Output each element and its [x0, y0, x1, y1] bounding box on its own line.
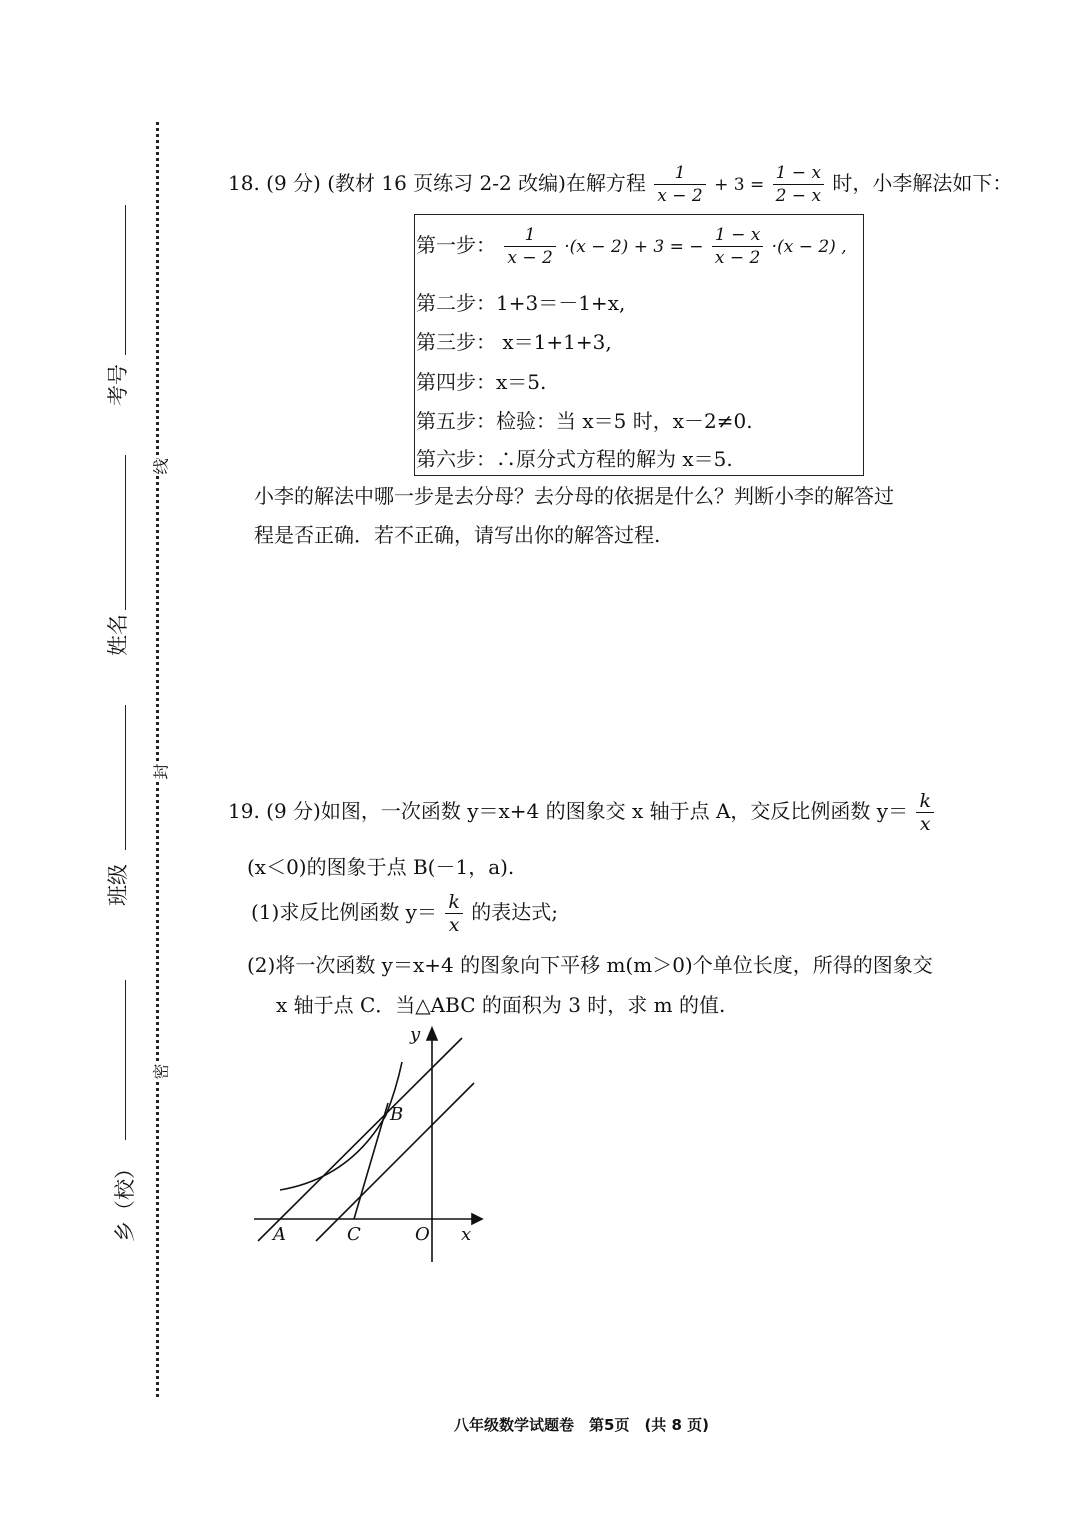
- q19-frac-k-x: $\frac{k}{x}$: [916, 790, 934, 835]
- step-1: 第一步： $\frac{1}{x - 2}$ ·(x − 2) + 3 = − $\frac{1 - x}{x - 2}$ ·(x − 2) ,: [416, 225, 847, 268]
- step1-frac2: $\frac{1 - x}{x - 2}$: [712, 224, 763, 269]
- step-3: 第三步： x＝1+1+3,: [416, 330, 612, 354]
- q19-line2: (x＜0)的图象于点 B(－1，a).: [247, 855, 515, 879]
- q18-prefix: 18. (9 分) (教材 16 页练习 2-2 改编)在解方程: [228, 171, 646, 195]
- label-y: y: [410, 1024, 421, 1045]
- seal-char-mi: 密: [149, 1063, 172, 1079]
- q18-eq-plus3: + 3 =: [714, 175, 765, 195]
- field-line-name: [125, 455, 126, 610]
- step-6: 第六步：∴原分式方程的解为 x＝5.: [416, 447, 733, 471]
- x-axis-arrow: [472, 1214, 482, 1224]
- seal-char-feng: 封: [149, 763, 172, 779]
- function-graph: [240, 1020, 490, 1270]
- label-A: A: [273, 1224, 286, 1245]
- field-line-school: [125, 980, 126, 1140]
- label-C: C: [347, 1224, 361, 1245]
- inverse-curve: [280, 1062, 402, 1190]
- q18-eq-frac1: $\frac{1}{x - 2}$: [654, 162, 705, 207]
- q18-question-line2: 程是否正确．若不正确，请写出你的解答过程.: [254, 523, 661, 547]
- page-footer: 八年级数学试题卷 第5页 (共 8 页): [454, 1416, 710, 1434]
- field-label-class: 班级: [106, 864, 130, 906]
- q19-part1: (1)求反比例函数 y＝ $\frac{k}{x}$ 的表达式;: [251, 891, 558, 936]
- q18-suffix: 时，小李解法如下：: [832, 171, 1013, 195]
- label-B: B: [390, 1104, 404, 1125]
- q18-stem: [228, 162, 1012, 207]
- seal-line: [156, 122, 159, 1397]
- q19-part2-line2: x 轴于点 C．当△ABC 的面积为 3 时，求 m 的值.: [276, 993, 726, 1017]
- label-x: x: [461, 1224, 472, 1245]
- q19-part1-frac: $\frac{k}{x}$: [445, 891, 463, 936]
- y-axis-arrow: [427, 1028, 437, 1040]
- step1-frac1: $\frac{1}{x - 2}$: [504, 224, 555, 269]
- field-label-name: 姓名: [106, 614, 130, 656]
- step-5: 第五步：检验：当 x＝5 时，x－2≠0.: [416, 409, 753, 433]
- step-4: 第四步：x＝5.: [416, 370, 547, 394]
- label-O: O: [415, 1224, 430, 1245]
- field-label-school: 乡（校）: [113, 1158, 137, 1242]
- q19-line1: 19. (9 分)如图，一次函数 y＝x+4 的图象交 x 轴于点 A，交反比例函数 y＝ $\frac{k}{x}$: [228, 790, 936, 835]
- q18-eq-frac2: $\frac{1 - x}{2 - x}$: [773, 162, 824, 207]
- field-line-class: [125, 705, 126, 850]
- q18-question-line1: 小李的解法中哪一步是去分母？去分母的依据是什么？判断小李的解答过: [254, 484, 894, 508]
- q19-part2-line1: (2)将一次函数 y＝x+4 的图象向下平移 m(m＞0)个单位长度，所得的图象交: [247, 953, 933, 977]
- seal-char-xian: 线: [149, 458, 172, 474]
- field-label-kaohao: 考号: [106, 364, 130, 406]
- field-line-kaohao: [125, 205, 126, 355]
- step-2: 第二步：1+3＝－1+x,: [416, 291, 626, 315]
